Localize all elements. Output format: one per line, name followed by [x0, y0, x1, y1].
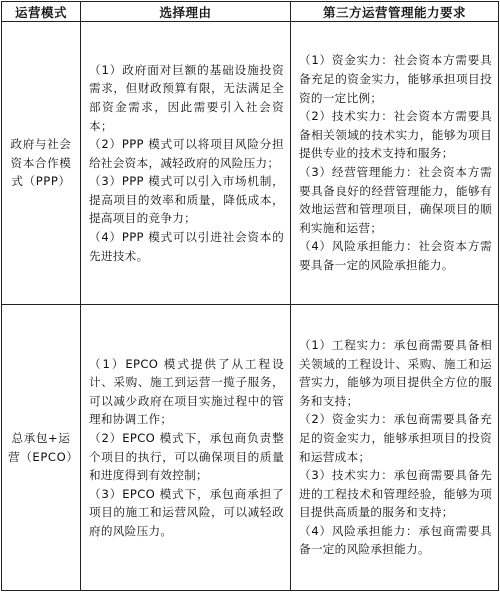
requirements-cell [291, 22, 499, 305]
reasons-cell [81, 305, 291, 591]
reasons-cell [81, 22, 291, 305]
header-row [2, 2, 499, 22]
header-capability-requirements: 第三方运营管理能力要求 [291, 2, 499, 22]
mode-cell: 总承包+运营（EPCO） [2, 305, 81, 591]
reason-item: （1）EPCO 模式提供了从工程设计、采购、施工到运营一揽子服务，可以减少政府在项目实施过程中的管理和协调工作； [89, 356, 284, 427]
ppp-epco-comparison-table [1, 1, 499, 591]
requirement-item: （4）风险承担能力：社会资本方需要具备一定的风险承担能力。 [299, 239, 492, 272]
reason-item: （1）政府面对巨额的基础设施投资需求，但财政预算有限，无法满足全部资金需求，因此需要引入社会资本； [89, 62, 284, 133]
table-row-epco [2, 305, 499, 591]
requirement-item: （3）经营管理能力：社会资本方需要具备良好的经营管理能力，能够有效地运营和管理项目，确保项目的顺利实施和运营； [299, 165, 492, 235]
requirement-item: （2）技术实力：社会资本方需要具备相关领域的技术实力，能够为项目提供专业的技术支持和服务； [299, 109, 492, 161]
header-operation-mode: 运营模式 [2, 2, 81, 22]
requirement-item: （1）资金实力：社会资本方需要具备充足的资金实力，能够承担项目投资的一定比例； [299, 53, 492, 105]
header-selection-reason: 选择理由 [81, 2, 291, 22]
mode-cell: 政府与社会资本合作模式（PPP） [2, 22, 81, 305]
reason-item: （2）PPP 模式可以将项目风险分担给社会资本，减轻政府的风险压力； [89, 137, 284, 170]
table-row-ppp [2, 22, 499, 305]
requirement-item: （1）工程实力：承包商需要具备相关领域的工程设计、采购、施工和运营实力，能够为项目提供全方位的服务和支持； [299, 337, 492, 408]
requirement-item: （4）风险承担能力：承包商需要具备一定的风险承担能力。 [299, 523, 492, 557]
reason-item: （4）PPP 模式可以引进社会资本的先进技术。 [89, 230, 284, 263]
requirements-cell [291, 305, 499, 591]
reason-item: （3）EPCO 模式下，承包商承担了项目的施工和运营风险，可以减轻政府的风险压力。 [89, 486, 284, 538]
reason-item: （2）EPCO 模式下，承包商负责整个项目的执行，可以确保项目的质量和进度得到有效控制； [89, 430, 284, 483]
reason-item: （3）PPP 模式可以引入市场机制，提高项目的效率和质量，降低成本，提高项目的竞争力； [89, 174, 284, 226]
requirement-item: （2）资金实力：承包商需要具备充足的资金实力，能够承担项目的投资和运营成本； [299, 412, 492, 464]
requirement-item: （3）技术实力：承包商需要具备先进的工程技术和管理经验，能够为项目提供高质量的服务和支持； [299, 468, 492, 520]
